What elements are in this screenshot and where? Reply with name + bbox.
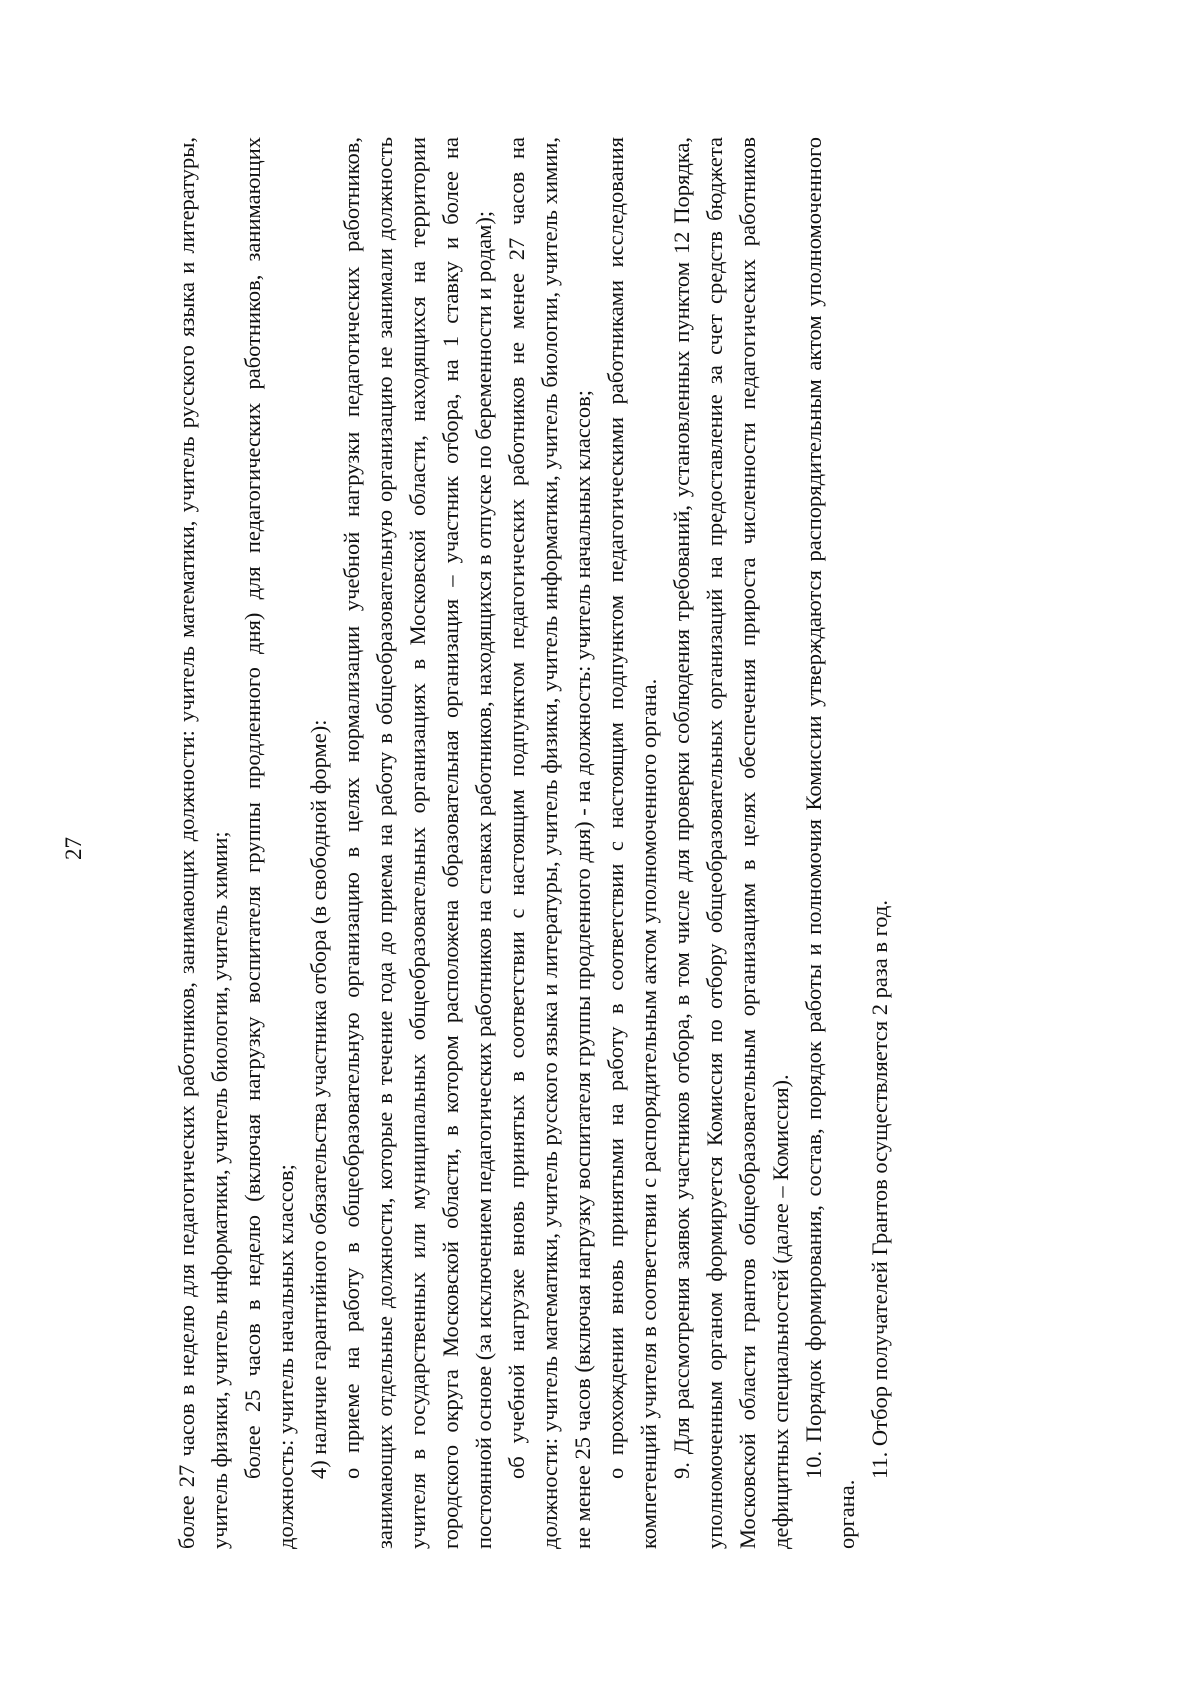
page-number: 27 <box>61 837 86 860</box>
paragraph: 10. Порядок формирования, состав, порядок работы и полномочия Комиссии утверждаются распорядительным актом уполномоченного органа. <box>801 137 859 1549</box>
paragraph: о прохождении вновь принятыми на работу в соответствии с настоящим подпунктом педагогическими работниками исследования компетенций учителя в соответствии с распорядительным актом уполномоченного органа. <box>603 137 661 1549</box>
paragraph: об учебной нагрузке вновь принятых в соответствии с настоящим подпунктом педагогических работников не менее 27 часов на должности: учитель математики, учитель русского языка и литературы, учитель физики, учитель информатики, учитель биологии, учитель химии, не менее 25 часов (включая нагрузку воспитателя группы продленного дня) - на должность: учитель начальных классов; <box>504 137 595 1549</box>
paragraph: более 25 часов в неделю (включая нагрузку воспитателя группы продленного дня) для педагогических работников, занимающих должность: учитель начальных классов; <box>240 137 298 1549</box>
paragraph: 11. Отбор получателей Грантов осуществляется 2 раза в год. <box>867 900 892 1479</box>
paragraph: более 27 часов в неделю для педагогических работников, занимающих должности: учитель математики, учитель русского языка и литературы, учитель физики, учитель информатики, учитель биологии, учитель химии; <box>174 137 232 1549</box>
paragraph: 4) наличие гарантийного обязательства участника отбора (в свободной форме): <box>306 719 331 1479</box>
document-body <box>170 137 896 1549</box>
paragraph: о приеме на работу в общеобразовательную организацию в целях нормализации учебной нагрузки педагогических работников, занимающих отдельные должности, которые в течение года до приема на работу в общеобразовательную организацию не занимали должность учителя в государственных или муниципальных общеобразовательных организациях в Московской области, находящихся на территории городского округа Московской области, в котором расположена образовательная организация – участник отбора, на 1 ставку и более на постоянной основе (за исключением педагогических работников на ставках работников, находящихся в отпуске по беременности и родам); <box>339 137 496 1549</box>
paragraph: 9. Для рассмотрения заявок участников отбора, в том числе для проверки соблюдения требований, установленных пунктом 12 Порядка, уполномоченным органом формируется Комиссия по отбору общеобразовательных организаций на предоставление за счет средств бюджета Московской области грантов общеобразовательным организациям в целях обеспечения прироста численности педагогических работников дефицитных специальностей (далее – Комиссия). <box>669 137 793 1549</box>
